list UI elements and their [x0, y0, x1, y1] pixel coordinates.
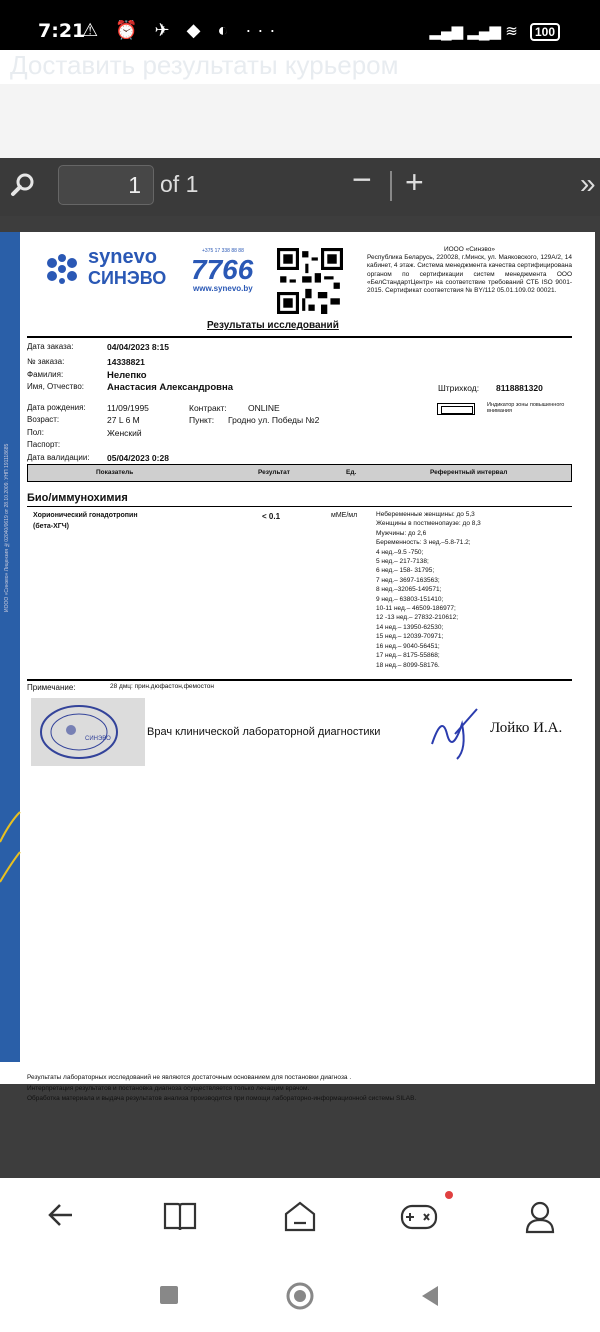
- search-icon[interactable]: [10, 172, 36, 205]
- qr-code-icon: [277, 248, 343, 314]
- website: www.synevo.by: [193, 284, 253, 293]
- ref-line: 15 нед.– 12039-70971;: [376, 633, 444, 641]
- license-text: ИООО «Синэво» Лицензия №02040/0619 от 28.10.2009. УНП 191118685: [4, 443, 10, 612]
- pdf-page: [0, 232, 595, 1102]
- home-icon[interactable]: [283, 1200, 317, 1234]
- ref-line: 18 нед.– 8099-58176.: [376, 661, 440, 669]
- ref-line: 17 нед.– 8175-55868;: [376, 652, 440, 660]
- ghost-heading: Доставить результаты курьером: [10, 50, 399, 80]
- page-total: of 1: [160, 171, 199, 197]
- age: 27 L 6 M: [107, 415, 140, 425]
- point: Гродно ул. Победы №2: [228, 415, 320, 425]
- barcode: 8118881320: [496, 383, 543, 393]
- back-triangle-icon[interactable]: [422, 1286, 438, 1306]
- ref-line: Женщины в постменопаузе: до 8,3: [376, 520, 481, 528]
- doctor-title: Врач клинической лабораторной диагностики: [147, 726, 381, 738]
- home-dot: [294, 1290, 306, 1302]
- signal-icons: [429, 22, 560, 41]
- sex-label: Пол:: [27, 428, 44, 437]
- side-stripe: [0, 232, 20, 1062]
- test-unit: мМЕ/мл: [331, 512, 358, 519]
- indicator-box: [437, 403, 475, 415]
- flower-icon: [43, 254, 81, 284]
- phone-number: +375 17 338 88 88: [202, 248, 244, 254]
- divider: [27, 506, 572, 507]
- sex: Женский: [107, 428, 142, 438]
- logo-latin: synevo: [88, 246, 157, 268]
- birth-date: 11/09/1995: [107, 403, 149, 413]
- barcode-label: Штрихкод:: [438, 383, 480, 393]
- test-name-sub: (бета-ХГЧ): [33, 523, 69, 530]
- age-label: Возраст:: [27, 415, 60, 424]
- order-date: 04/04/2023 8:15: [107, 342, 169, 352]
- ref-line: 8 нед.–32065-149571;: [376, 586, 442, 594]
- ref-line: 12 -13 нед.– 27832-210612;: [376, 614, 459, 622]
- ref-line: 4 нед.–9.5 -750;: [376, 548, 424, 556]
- footer-note-3: Обработка материала и выдача результатов анализа производится при помощи лабораторно-информационной системы SILAB.: [27, 1095, 417, 1102]
- ref-line: 7 нед.– 3697-163563;: [376, 576, 440, 584]
- report-title: Результаты исследований: [207, 320, 339, 331]
- web-page-header: [0, 50, 600, 158]
- col-indicator: Показатель: [96, 469, 134, 476]
- book-icon[interactable]: [163, 1200, 197, 1232]
- app-nav-bar: [0, 1178, 600, 1332]
- notification-dot: [445, 1191, 453, 1199]
- logo-cyrillic: СИНЭВО: [88, 268, 167, 288]
- test-result: < 0.1: [262, 512, 281, 521]
- passport-label: Паспорт:: [27, 440, 61, 449]
- ref-line: 14 нед.– 13950-62530;: [376, 623, 444, 631]
- col-ref: Референтный интервал: [430, 469, 508, 476]
- status-time: 7:21: [38, 20, 86, 42]
- back-arrow-icon[interactable]: [46, 1200, 76, 1230]
- validation-date: 05/04/2023 0:28: [107, 453, 169, 463]
- signal-icon: ▂▄▆ ▂▄▆ ≋: [429, 23, 518, 40]
- order-date-label: Дата заказа:: [27, 342, 74, 351]
- note: 28 дмц: прин.дюфастон,фемостон: [110, 683, 214, 690]
- stamp-area: [31, 698, 145, 766]
- point-label: Пункт:: [189, 415, 215, 425]
- surname-label: Фамилия:: [27, 370, 64, 379]
- table-header: [27, 464, 572, 482]
- gamepad-icon[interactable]: [400, 1200, 438, 1232]
- stamp-icon: [39, 702, 119, 762]
- validation-label: Дата валидации:: [27, 453, 90, 462]
- more-tools-icon[interactable]: »: [580, 168, 596, 199]
- footer-note-2: Интерпретация результатов и постановка диагноза осуществляется только лечащим врачом.: [27, 1085, 310, 1092]
- profile-icon[interactable]: [524, 1200, 556, 1234]
- signature-icon: [427, 704, 487, 764]
- page-number-input[interactable]: 1: [58, 165, 154, 205]
- order-no: 14338821: [107, 357, 145, 367]
- doctor-name: Лойко И.А.: [490, 720, 563, 736]
- birth-label: Дата рождения:: [27, 403, 86, 412]
- ref-line: 10-11 нед.– 46509-186977;: [376, 605, 456, 613]
- company-text: Республика Беларусь, 220028, г.Минск, ул. Маяковского, 129А/2, 14 кабинет, 4 этаж. Система менеджмента качества сертифицирована органом по сертификации систем менеджмента ООО «БелСтандартЦентр» на соответствие требований СТБ ISO 9001-2015. Сертификат соответствия № BY/112 05.01.109.02 00021.: [367, 254, 572, 295]
- contract-label: Контракт:: [189, 403, 227, 413]
- ref-line: 16 нед.– 9040-56451;: [376, 642, 440, 650]
- footer-note-1: Результаты лабораторных исследований не являются достаточным основанием для постановки диагноза .: [27, 1074, 352, 1081]
- recents-icon[interactable]: [160, 1286, 178, 1304]
- note-label: Примечание:: [27, 683, 76, 692]
- company-info: [367, 246, 572, 295]
- ref-line: Мужчины: до 2,6: [376, 529, 427, 537]
- ref-line: Беременность: 3 нед.–5.8-71.2;: [376, 539, 471, 547]
- system-nav-bar: [0, 1272, 600, 1322]
- toolbar-divider: [390, 171, 392, 201]
- company-title: ИООО «Синэво»: [443, 246, 496, 253]
- stamp-text: СИНЭВО: [85, 736, 111, 742]
- contract: ONLINE: [248, 403, 280, 413]
- order-no-label: № заказа:: [27, 357, 65, 366]
- reference-interval: [376, 510, 576, 670]
- indicator-label: Индикатор зоны повышенного внимания: [487, 402, 565, 414]
- col-unit: Ед.: [346, 469, 357, 476]
- name-label: Имя, Отчество:: [27, 382, 85, 391]
- divider: [27, 679, 572, 681]
- ref-line: Небеременные женщины: до 5,3: [376, 511, 475, 518]
- battery-icon: 100: [530, 23, 560, 41]
- patient-name: Анастасия Александровна: [107, 382, 234, 393]
- col-result: Результат: [258, 469, 290, 476]
- pdf-toolbar: [0, 158, 600, 216]
- ref-line: 5 нед.– 217-7138;: [376, 558, 429, 566]
- notification-icons: ⚠ ⏰ ✈ ◆ ◐ ···: [82, 20, 282, 40]
- surname: Нелепко: [107, 370, 147, 381]
- test-name: Хорионический гонадотропин: [33, 512, 138, 519]
- zoom-in-button[interactable]: +: [405, 164, 424, 200]
- ref-line: 9 нед.– 63803-151410;: [376, 595, 444, 603]
- section-title: Био/иммунохимия: [27, 492, 128, 504]
- divider: [27, 336, 572, 338]
- pdf-viewer[interactable]: [0, 158, 600, 1178]
- zoom-out-button[interactable]: −: [352, 161, 372, 199]
- short-number: 7766: [191, 254, 254, 285]
- ref-line: 6 нед.– 158- 31795;: [376, 567, 435, 575]
- status-bar: [0, 0, 600, 50]
